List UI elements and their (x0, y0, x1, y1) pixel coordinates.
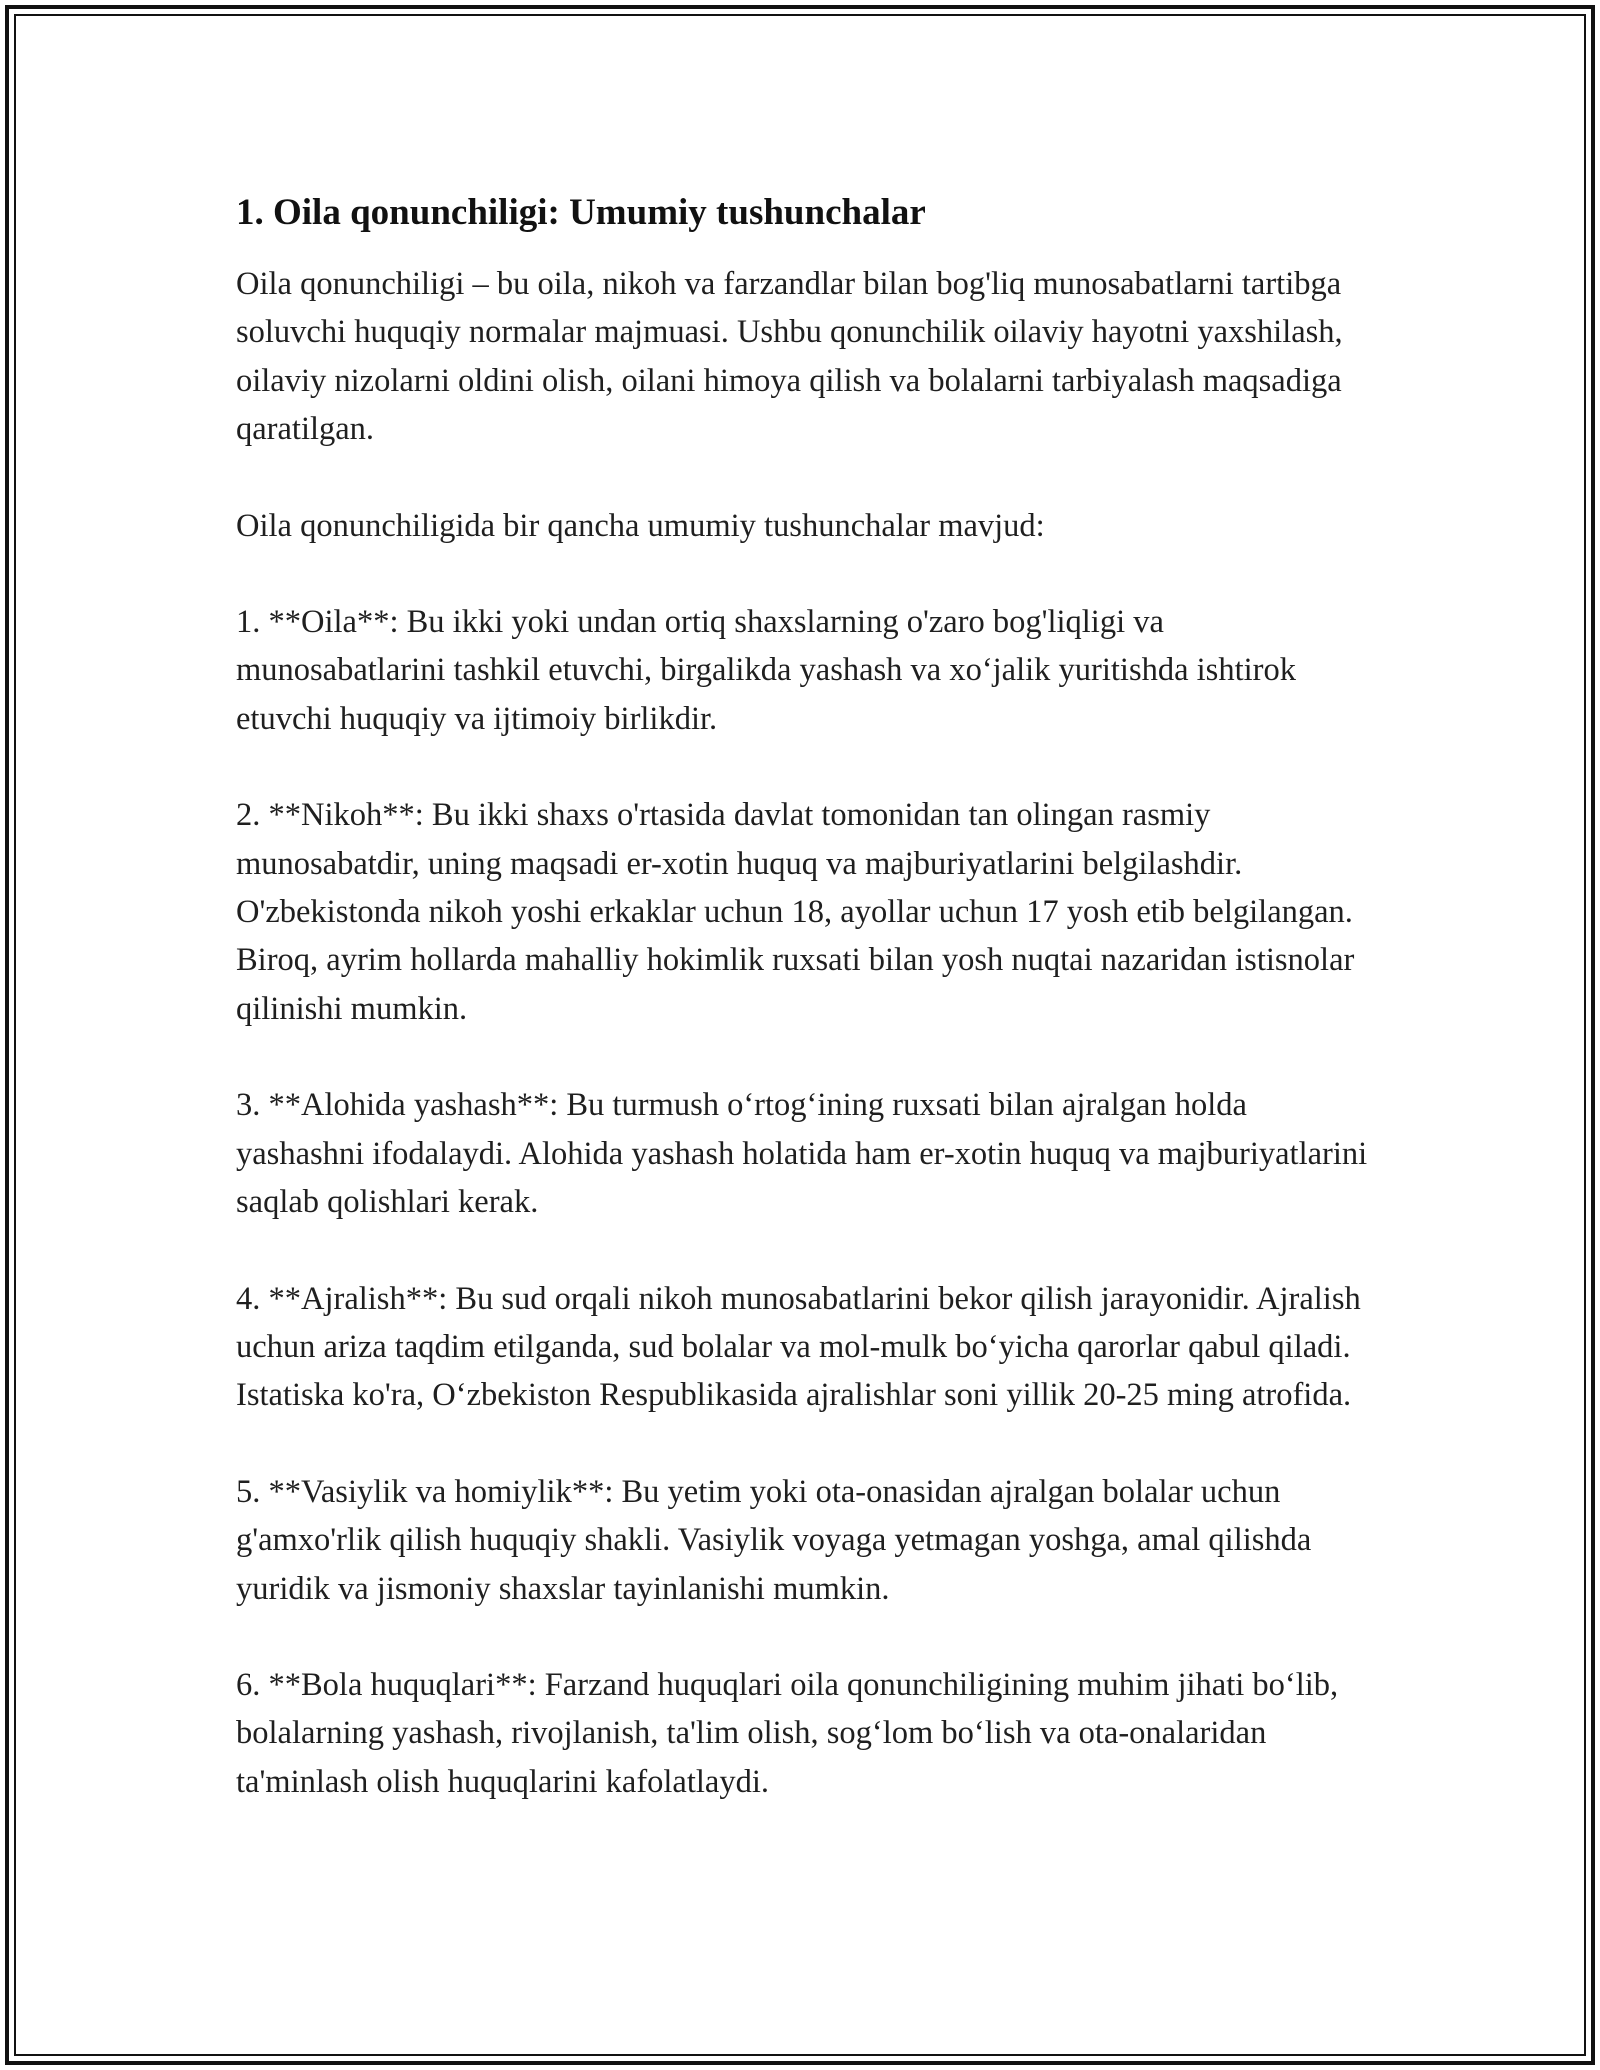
list-item-alohida-yashash: 3. **Alohida yashash**: Bu turmush o‘rtog‘ining ruxsati bilan ajralgan holda yashashni ifodalaydi. Alohida yashash holatida ham er-xotin huquq va majburiyatlarini saqlab qolishlari kerak. (236, 1087, 1368, 1221)
document-body (236, 188, 1376, 1854)
list-item-vasiylik: 5. **Vasiylik va homiylik**: Bu yetim yoki ota-onasidan ajralgan bolalar uchun g'amxo'rlik qilish huquqiy shakli. Vasiylik voyaga yetmagan yoshga, amal qilishda yuridik va jismoniy shaxslar tayinlanishi mumkin. (236, 1473, 1312, 1607)
list-item-oila: 1. **Oila**: Bu ikki yoki undan ortiq shaxslarning o'zaro bog'liqligi va munosabatlarini tashkil etuvchi, birgalikda yashash va xo‘jalik yuritishda ishtirok etuvchi huquqiy va ijtimoiy birlikdir. (236, 604, 1296, 737)
list-item-nikoh: 2. **Nikoh**: Bu ikki shaxs o'rtasida davlat tomonidan tan olingan rasmiy munosabatdir, uning maqsadi er-xotin huquq va majburiyatlarini belgilashdir. O'zbekistonda nikoh yoshi erkaklar uchun 18, ayollar uchun 17 yosh etib belgilangan. Biroq, ayrim hollarda mahalliy hokimlik ruxsati bilan yosh nuqtai nazaridan istisnolar qilinishi mumkin. (236, 797, 1355, 1027)
list-item-bola-huquqlari: 6. **Bola huquqlari**: Farzand huquqlari oila qonunchiligining muhim jihati bo‘lib, bolalarning yashash, rivojlanish, ta'lim olish, sog‘lom bo‘lish va ota-onalaridan ta'minlash olish huquqlarini kafolatlaydi. (236, 1666, 1339, 1800)
list-item-ajralish: 4. **Ajralish**: Bu sud orqali nikoh munosabatlarini bekor qilish jarayonidir. Ajralish uchun ariza taqdim etilganda, sud bolalar va mol-mulk bo‘yicha qarorlar qabul qiladi. Istatiska ko'ra, O‘zbekiston Respublikasida ajralishlar soni yillik 20-25 ming atrofida. (236, 1280, 1361, 1414)
section-heading: 1. Oila qonunchiligi: Umumiy tushunchalar (236, 192, 926, 233)
concepts-lead-paragraph: Oila qonunchiligida bir qancha umumiy tushunchalar mavjud: (236, 507, 1045, 544)
intro-paragraph: Oila qonunchiligi – bu oila, nikoh va farzandlar bilan bog'liq munosabatlarni tartibga soluvchi huquqiy normalar majmuasi. Ushbu qonunchilik oilaviy hayotni yaxshilash, oilaviy nizolarni oldini olish, oilani himoya qilish va bolalarni tarbiyalash maqsadiga qaratilgan. (236, 266, 1343, 448)
